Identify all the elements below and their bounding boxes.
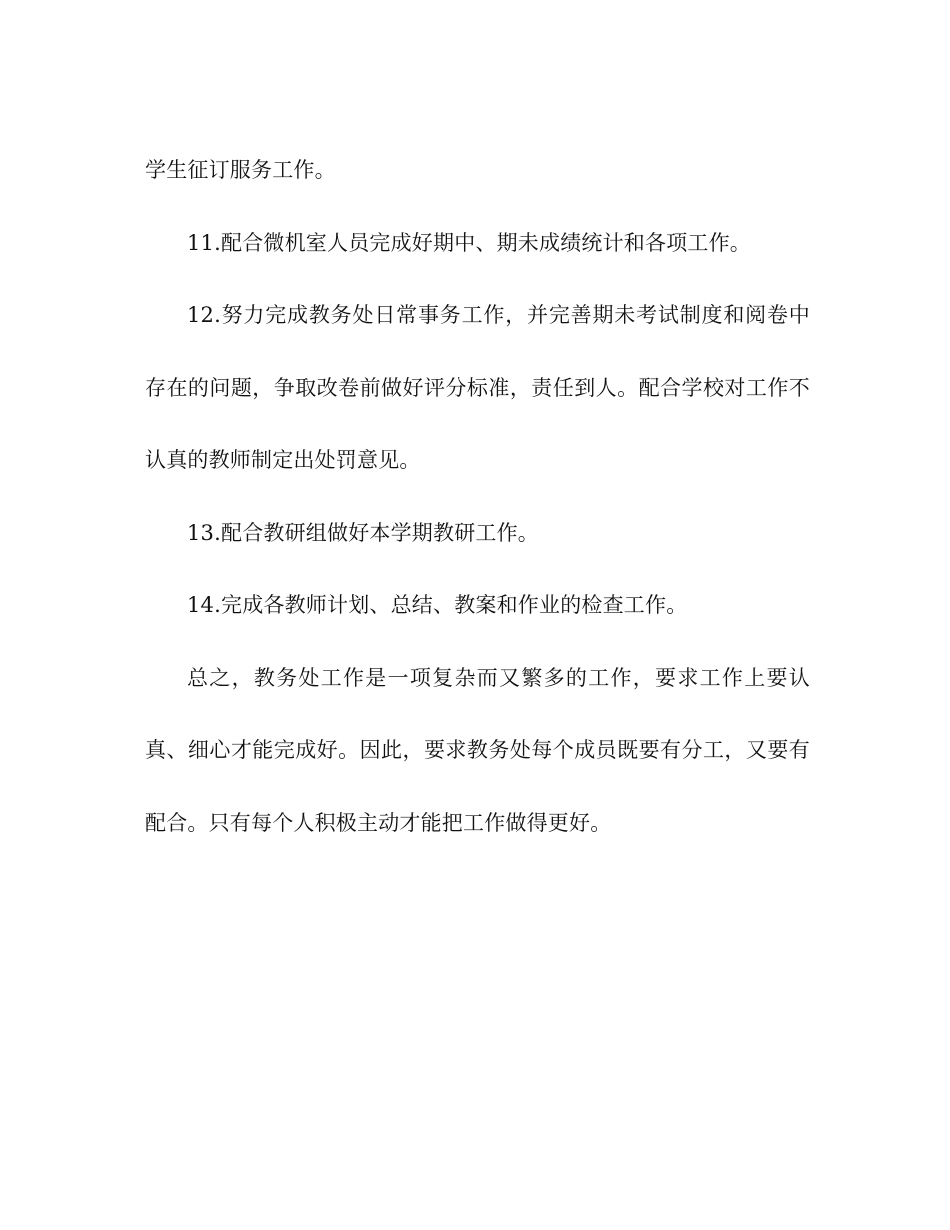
paragraph-summary: 总之，教务处工作是一项复杂而又繁多的工作，要求工作上要认真、细心才能完成好。因此，要求教务处每个成员既要有分工，又要有配合。只有每个人积极主动才能把工作做得更好。 [145,665,810,835]
paragraph-item-12: 12.努力完成教务处日常事务工作，并完善期未考试制度和阅卷中存在的问题，争取改卷前做好评分标准，责任到人。配合学校对工作不认真的教师制定出处罚意见。 [145,303,810,472]
paragraph-item-14: 14.完成各教师计划、总结、教案和作业的检查工作。 [187,593,688,617]
paragraph-item-13: 13.配合教研组做好本学期教研工作。 [187,520,539,545]
paragraph-item-11: 11.配合微机室人员完成好期中、期未成绩统计和各项工作。 [187,230,751,255]
document-body [145,134,810,859]
paragraph-continuation: 学生征订服务工作。 [145,158,336,182]
